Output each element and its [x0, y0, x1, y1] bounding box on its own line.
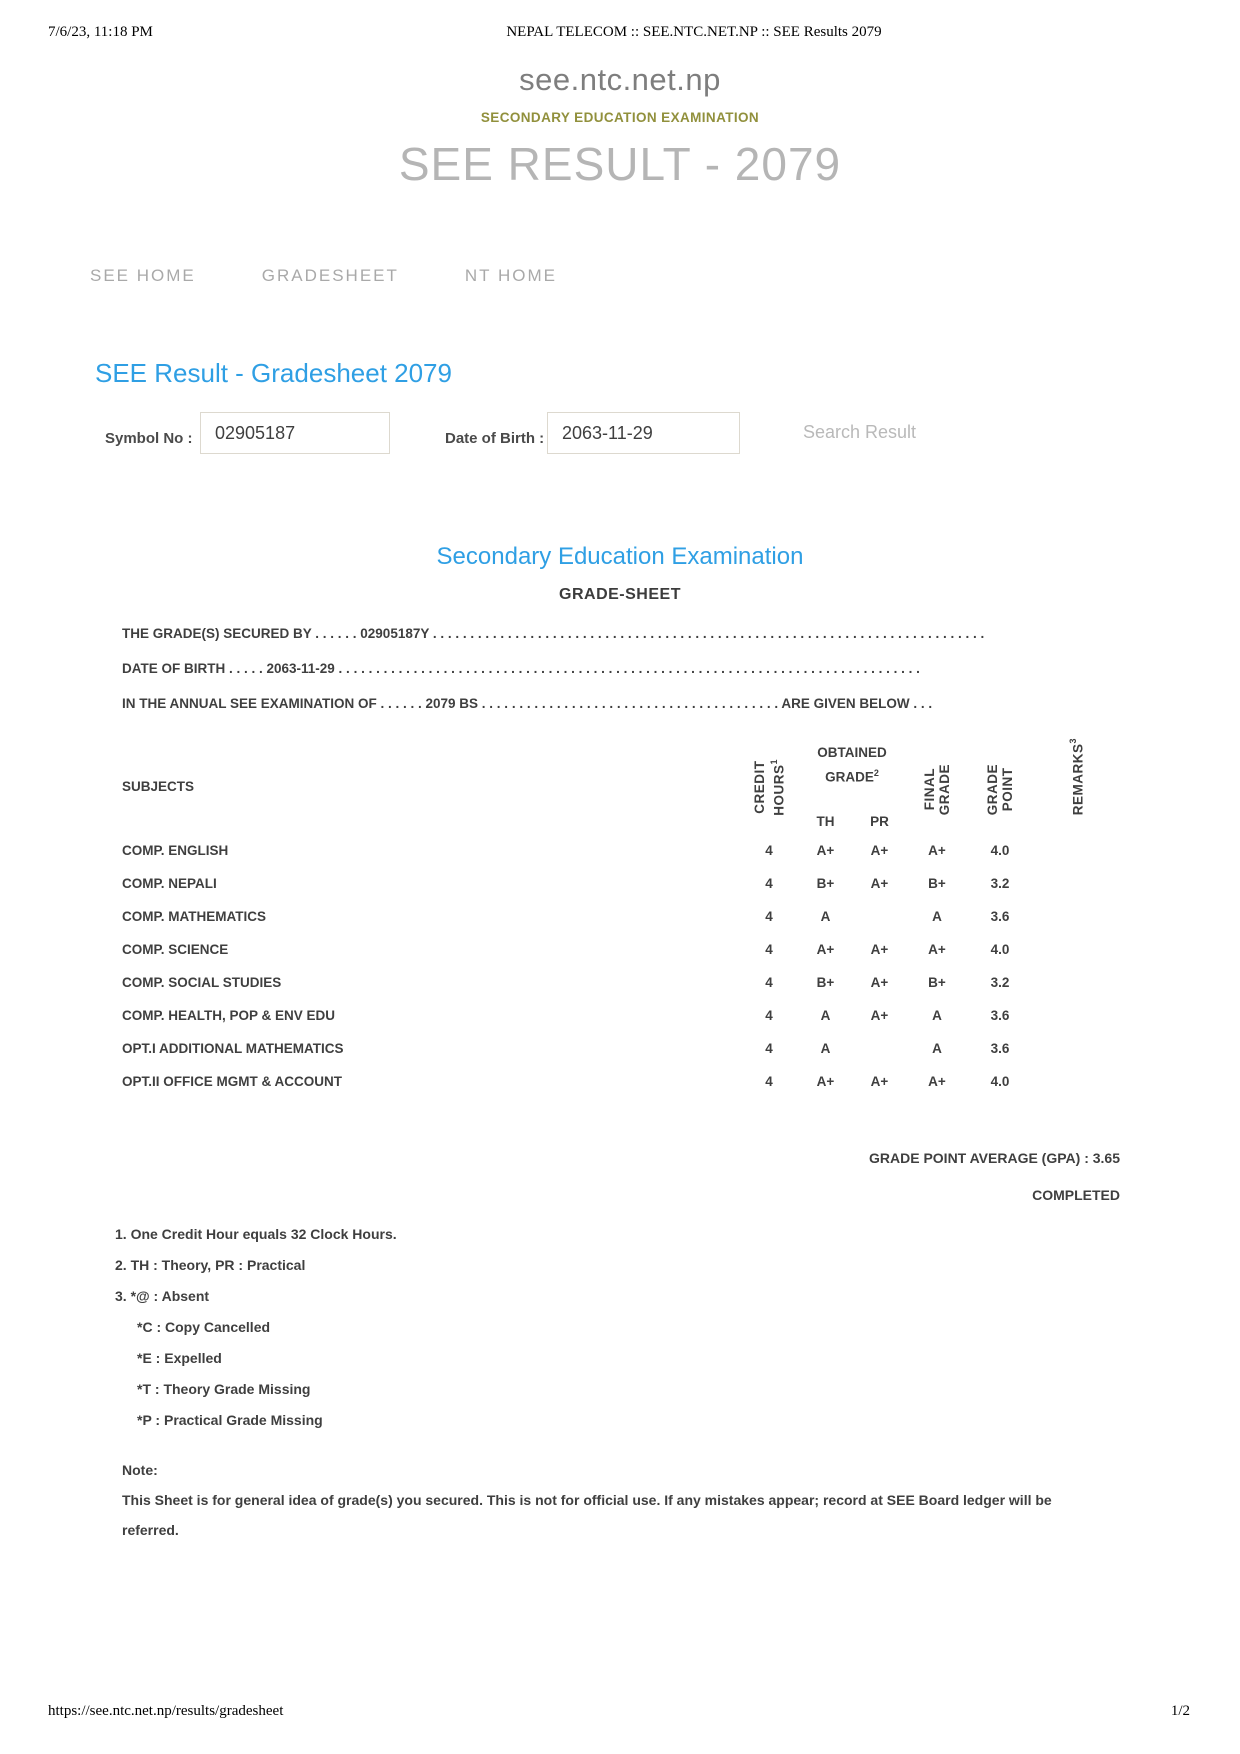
- intro-line-secured-by: THE GRADE(S) SECURED BY . . . . . . 02905187Y . . . . . . . . . . . . . . . . . . . . . . . . . . . . . . . . . . . . . . . . . . . . . . . . . . . . . . . . . . . . . . . . . . . . . . . . . .: [122, 626, 985, 641]
- grade-point-cell: 3.6: [990, 1008, 1010, 1024]
- grade-point-cell: 3.2: [990, 975, 1010, 991]
- org-line: SECONDARY EDUCATION EXAMINATION: [480, 110, 760, 125]
- print-header: [48, 24, 1190, 44]
- footnote-item: *E : Expelled: [137, 1350, 222, 1366]
- subject-cell: COMP. SCIENCE: [122, 942, 229, 958]
- note-block: [122, 1455, 1112, 1545]
- col-header-credit-hours: CREDIT HOURS$^1$: [751, 758, 787, 816]
- subject-cell: COMP. NEPALI: [122, 876, 217, 892]
- credit-hours-cell: 4: [765, 1074, 773, 1090]
- remarks-cell: [1032, 933, 1120, 966]
- masthead: [0, 62, 1240, 191]
- col-header-final-grade: FINAL GRADE: [922, 764, 952, 816]
- remarks-cell: [1032, 1065, 1120, 1098]
- subject-cell: COMP. HEALTH, POP & ENV EDU: [122, 1008, 336, 1024]
- footnote-item: 1. One Credit Hour equals 32 Clock Hours.: [115, 1226, 397, 1242]
- pr-grade-cell: A+: [870, 1008, 889, 1024]
- th-grade-cell: A+: [816, 1074, 835, 1090]
- remarks-cell: [1032, 966, 1120, 999]
- final-grade-cell: A: [932, 909, 942, 925]
- search-result-button[interactable]: Search Result: [803, 422, 917, 442]
- remarks-cell: [1032, 867, 1120, 900]
- footnote-item: 2. TH : Theory, PR : Practical: [115, 1257, 306, 1273]
- th-grade-cell: B+: [816, 876, 835, 892]
- page-title: SEE Result - Gradesheet 2079: [95, 358, 452, 388]
- credit-hours-cell: 4: [765, 975, 773, 991]
- grade-table: [122, 738, 1120, 1098]
- note-label: Note:: [122, 1462, 158, 1478]
- grade-point-cell: 4.0: [990, 843, 1010, 859]
- grade-table-body: [122, 834, 1120, 1098]
- status-completed: COMPLETED: [1032, 1187, 1120, 1203]
- remarks-cell: [1032, 834, 1120, 867]
- subject-cell: COMP. ENGLISH: [122, 843, 229, 859]
- th-grade-cell: A: [820, 1008, 831, 1024]
- final-grade-cell: A+: [928, 843, 946, 859]
- table-row: [122, 933, 1120, 966]
- grade-point-cell: 4.0: [990, 942, 1010, 958]
- final-grade-cell: A: [932, 1008, 942, 1024]
- banner-title: SEE RESULT - 2079: [398, 138, 842, 190]
- col-header-pr: PR: [870, 813, 889, 829]
- footnote-item: 3. *@ : Absent: [115, 1288, 210, 1304]
- grade-point-cell: 3.6: [990, 909, 1010, 925]
- col-header-grade-point: GRADE POINT: [985, 764, 1015, 816]
- footnote-item: *C : Copy Cancelled: [137, 1319, 271, 1335]
- th-grade-cell: A: [820, 1041, 831, 1057]
- site-domain: see.ntc.net.np: [519, 62, 721, 97]
- footnote-item: *T : Theory Grade Missing: [137, 1381, 311, 1397]
- table-row: [122, 834, 1120, 867]
- final-grade-cell: A+: [928, 942, 946, 958]
- pr-grade-cell: [853, 1032, 906, 1065]
- remarks-cell: [1032, 900, 1120, 933]
- col-header-th: TH: [816, 813, 835, 829]
- grade-point-cell: 4.0: [990, 1074, 1010, 1090]
- col-header-subjects: SUBJECTS: [122, 778, 195, 794]
- credit-hours-cell: 4: [765, 876, 773, 892]
- gradesheet-intro: [122, 626, 1022, 731]
- main-nav: [90, 266, 557, 286]
- footer-url: https://see.ntc.net.np/results/gradesheet: [48, 1703, 284, 1719]
- footer-page-number: 1/2: [1170, 1703, 1190, 1719]
- print-doc-title: NEPAL TELECOM :: SEE.NTC.NET.NP :: SEE Results 2079: [506, 24, 882, 40]
- gradesheet-subtitle: GRADE-SHEET: [559, 586, 681, 603]
- date-of-birth-input[interactable]: [547, 412, 740, 454]
- pr-grade-cell: [853, 900, 906, 933]
- grade-point-cell: 3.2: [990, 876, 1010, 892]
- subject-cell: OPT.II OFFICE MGMT & ACCOUNT: [122, 1074, 342, 1090]
- subject-cell: OPT.I ADDITIONAL MATHEMATICS: [122, 1041, 344, 1057]
- subject-cell: COMP. SOCIAL STUDIES: [122, 975, 282, 991]
- pr-grade-cell: A+: [870, 876, 889, 892]
- remarks-cell: [1032, 999, 1120, 1032]
- footnotes: [115, 1224, 397, 1441]
- gradesheet-title: Secondary Education Examination: [436, 543, 804, 570]
- final-grade-cell: B+: [928, 975, 946, 991]
- table-row: [122, 1032, 1120, 1065]
- col-header-obtained-grade: OBTAINED GRADE$^2$: [817, 745, 887, 785]
- th-grade-cell: A+: [816, 843, 835, 859]
- symbol-no-label: Symbol No :: [105, 430, 193, 447]
- final-grade-cell: A+: [928, 1074, 946, 1090]
- table-row: [122, 1065, 1120, 1098]
- gpa-line: GRADE POINT AVERAGE (GPA) : 3.65: [869, 1150, 1120, 1166]
- footnote-item: *P : Practical Grade Missing: [137, 1412, 323, 1428]
- nav-link-nt-home[interactable]: NT HOME: [464, 266, 557, 285]
- final-grade-cell: B+: [928, 876, 946, 892]
- table-row: [122, 999, 1120, 1032]
- intro-line-exam-year: IN THE ANNUAL SEE EXAMINATION OF . . . . . . 2079 BS . . . . . . . . . . . . . . . . . . . . . . . . . . . . . . . . . . . . . . . . ARE GIVEN BELOW . . .: [122, 696, 933, 711]
- date-of-birth-label: Date of Birth :: [445, 430, 545, 447]
- subject-cell: COMP. MATHEMATICS: [122, 909, 266, 925]
- nav-link-see-home[interactable]: SEE HOME: [90, 266, 196, 285]
- th-grade-cell: A+: [816, 942, 835, 958]
- symbol-no-input[interactable]: [200, 412, 390, 454]
- credit-hours-cell: 4: [765, 942, 773, 958]
- pr-grade-cell: A+: [870, 975, 889, 991]
- table-row: [122, 900, 1120, 933]
- col-header-remarks: REMARKS$^3$: [1068, 738, 1086, 816]
- pr-grade-cell: A+: [870, 942, 889, 958]
- final-grade-cell: A: [932, 1041, 942, 1057]
- pr-grade-cell: A+: [870, 1074, 889, 1090]
- credit-hours-cell: 4: [765, 843, 773, 859]
- grade-point-cell: 3.6: [990, 1041, 1010, 1057]
- credit-hours-cell: 4: [765, 1041, 773, 1057]
- table-row: [122, 867, 1120, 900]
- th-grade-cell: B+: [816, 975, 835, 991]
- print-footer: [48, 1703, 1190, 1723]
- credit-hours-cell: 4: [765, 909, 773, 925]
- print-timestamp: 7/6/23, 11:18 PM: [48, 24, 153, 40]
- note-text: This Sheet is for general idea of grade(s) you secured. This is not for official use. If any mistakes appear; record at SEE Board ledger will be referred.: [122, 1492, 1052, 1538]
- remarks-cell: [1032, 1032, 1120, 1065]
- nav-link-gradesheet[interactable]: GRADESHEET: [261, 266, 399, 285]
- pr-grade-cell: A+: [870, 843, 889, 859]
- table-row: [122, 966, 1120, 999]
- credit-hours-cell: 4: [765, 1008, 773, 1024]
- th-grade-cell: A: [820, 909, 831, 925]
- intro-line-dob: DATE OF BIRTH . . . . . 2063-11-29 . . . . . . . . . . . . . . . . . . . . . . . . . . . . . . . . . . . . . . . . . . . . . . . . . . . . . . . . . . . . . . . . . . . . . . . . . . . . . .: [122, 661, 920, 676]
